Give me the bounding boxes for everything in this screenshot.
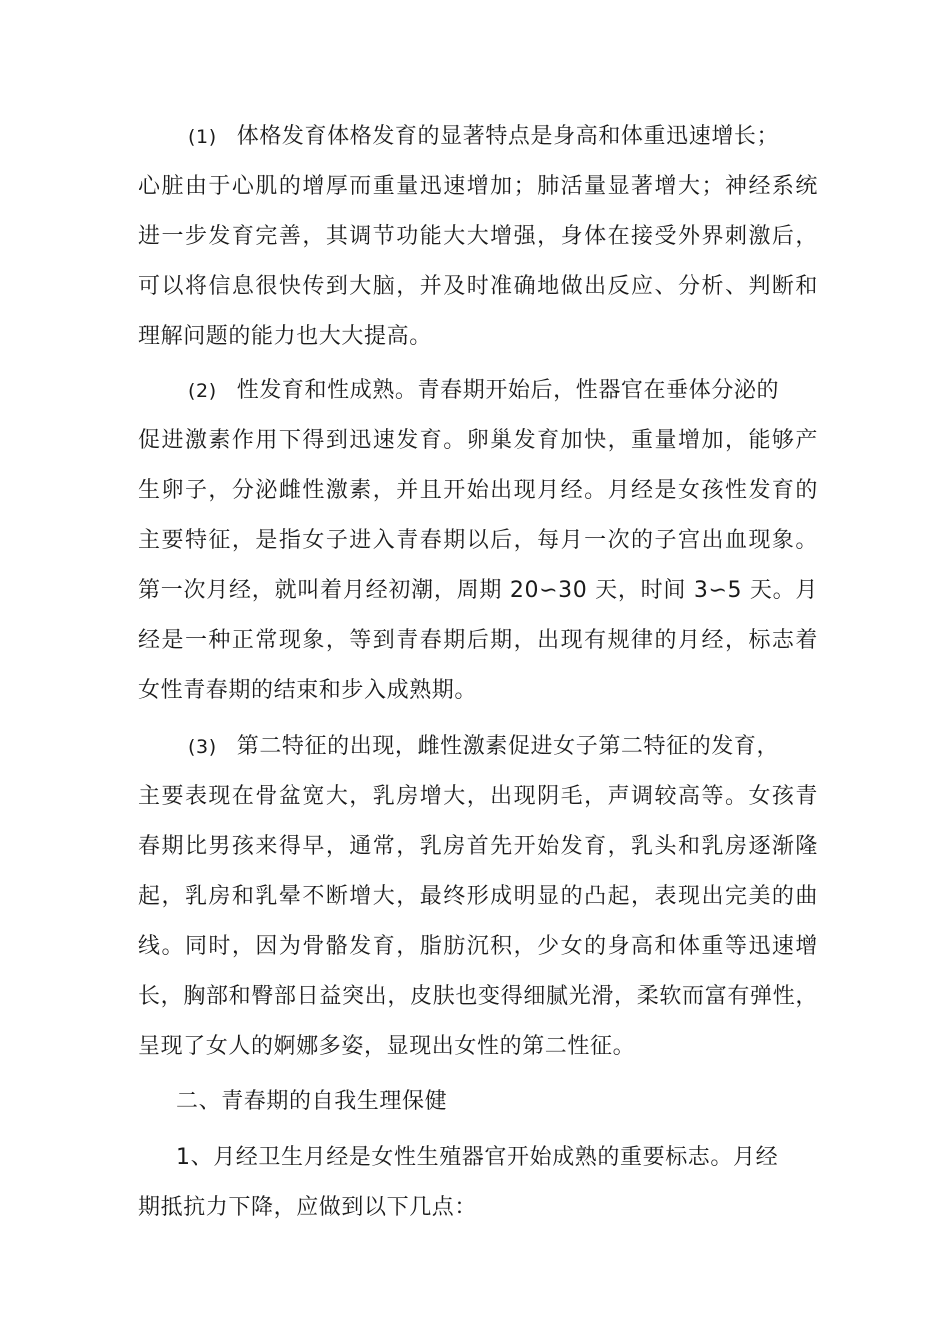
paragraph-2-line-7: 女性青春期的结束和步入成熟期。 [138, 678, 478, 703]
item-1-line-2: 期抵抗力下降，应做到以下几点： [138, 1195, 478, 1220]
paragraph-3-line-6: 长，胸部和臀部日益突出，皮肤也变得细腻光滑，柔软而富有弹性， [138, 984, 818, 1009]
paragraph-2-marker: (2) [188, 380, 217, 402]
paragraph-3-line-1: (3) 第二特征的出现，雌性激素促进女子第二特征的发育， [188, 732, 779, 762]
paragraph-2-line-5: 第一次月经，就叫着月经初潮，周期 20∽30 天，时间 3∽5 天。月 [138, 578, 818, 603]
paragraph-3-line-7: 呈现了女人的婀娜多姿，显现出女性的第二性征。 [138, 1034, 636, 1059]
paragraph-3-line-3: 春期比男孩来得早，通常，乳房首先开始发育，乳头和乳房逐渐隆 [138, 834, 818, 859]
paragraph-2-line-6: 经是一种正常现象，等到青春期后期，出现有规律的月经，标志着 [138, 628, 818, 653]
paragraph-1-line-1: (1) 体格发育体格发育的显著特点是身高和体重迅速增长； [188, 122, 779, 152]
paragraph-2-line-2: 促进激素作用下得到迅速发育。卵巢发育加快，重量增加，能够产 [138, 428, 818, 453]
paragraph-3-line-2: 主要表现在骨盆宽大，乳房增大，出现阴毛，声调较高等。女孩青 [138, 784, 818, 809]
paragraph-2-line-4: 主要特征，是指女子进入青春期以后，每月一次的子宫出血现象。 [138, 528, 818, 553]
paragraph-3-line-4: 起，乳房和乳晕不断增大，最终形成明显的凸起，表现出完美的曲 [138, 884, 818, 909]
item-1-line-1: 1、月经卫生月经是女性生殖器官开始成熟的重要标志。月经 [176, 1145, 779, 1170]
paragraph-1-line-5: 理解问题的能力也大大提高。 [138, 324, 432, 349]
paragraph-1-line-3: 进一步发育完善，其调节功能大大增强，身体在接受外界刺激后， [138, 224, 818, 249]
paragraph-3-marker: (3) [188, 736, 217, 758]
paragraph-2-line-1: (2) 性发育和性成熟。青春期开始后，性器官在垂体分泌的 [188, 376, 779, 406]
section-heading: 二、青春期的自我生理保健 [176, 1089, 448, 1114]
paragraph-1-marker: (1) [188, 126, 217, 148]
paragraph-3-line-5: 线。同时，因为骨骼发育，脂肪沉积，少女的身高和体重等迅速增 [138, 934, 818, 959]
paragraph-2-line-3: 生卵子，分泌雌性激素，并且开始出现月经。月经是女孩性发育的 [138, 478, 818, 503]
paragraph-1-line-2: 心脏由于心肌的增厚而重量迅速增加；肺活量显著增大；神经系统 [138, 174, 818, 199]
paragraph-1-line-4: 可以将信息很快传到大脑，并及时准确地做出反应、分析、判断和 [138, 274, 818, 299]
